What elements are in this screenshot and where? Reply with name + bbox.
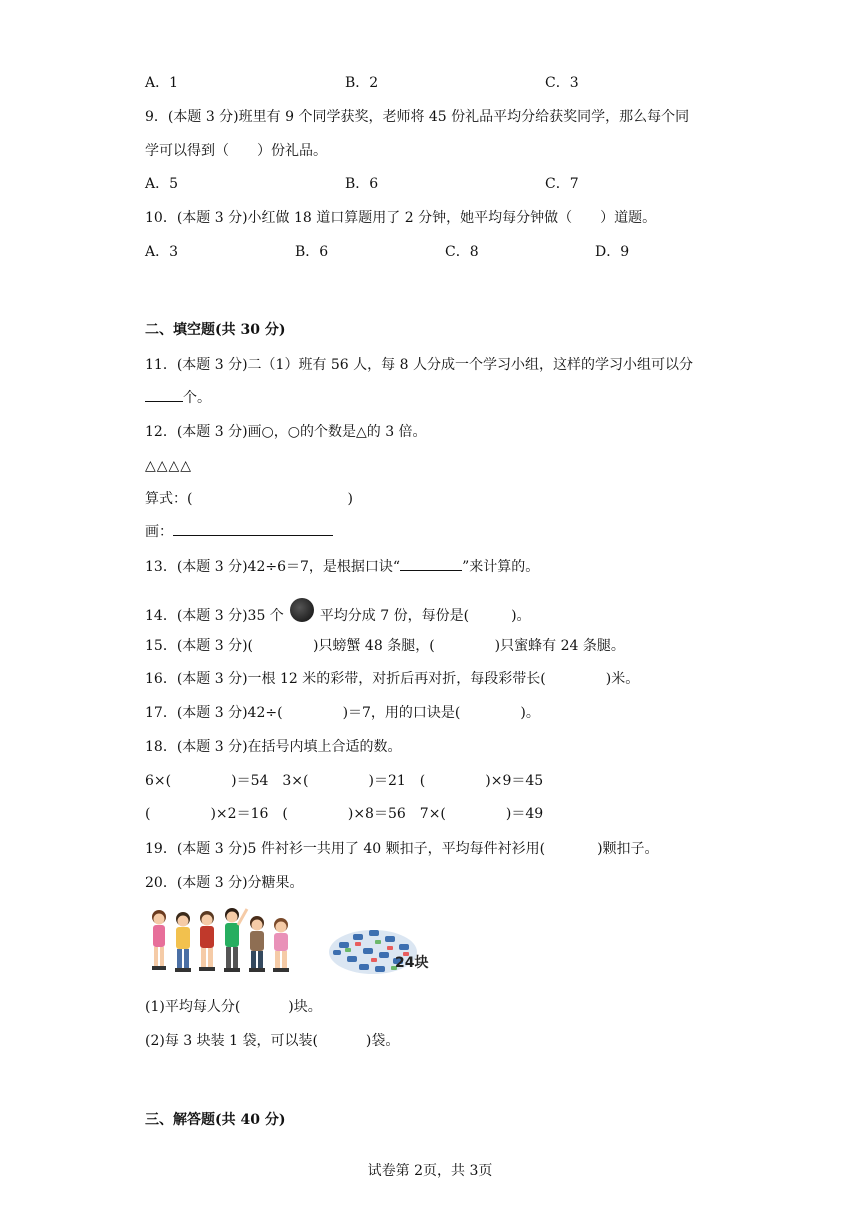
q19-text xyxy=(145,839,659,859)
q12-text: 12．(本题 3 分)画○，○的个数是△的 3 倍。 xyxy=(145,424,427,440)
page-footer: 试卷第 2页，共 3页 xyxy=(367,1163,493,1179)
q12-formula-row xyxy=(145,489,353,509)
q9-option-a: A．5 xyxy=(145,176,179,192)
q18-text: 18．(本题 3 分)在括号内填上合适的数。 xyxy=(145,739,402,755)
q18-eq4-right: )×2＝16 xyxy=(210,806,269,822)
ball-icon xyxy=(290,598,314,622)
q16-tail: )米。 xyxy=(605,671,640,687)
child-4 xyxy=(224,908,247,972)
q18-eq3-left: ( xyxy=(419,773,426,789)
q12-triangles: △△△△ xyxy=(145,458,193,474)
child-2 xyxy=(175,912,191,972)
q9-text-line1: 9．(本题 3 分)班里有 9 个同学获奖，老师将 45 份礼品平均分给获奖同学，那么每个同 xyxy=(145,109,690,125)
q15-head: 15．(本题 3 分)( xyxy=(145,638,254,654)
q13-tail: ”来计算的。 xyxy=(462,559,540,575)
q10-option-b: B．6 xyxy=(295,244,329,260)
q11-line2 xyxy=(145,388,211,408)
q18-eq1-right: )＝54 xyxy=(231,773,269,789)
q14-tail: 平均分成 7 份，每份是( )。 xyxy=(319,608,531,624)
child-3 xyxy=(199,911,215,971)
q17-head: 17．(本题 3 分)42÷( xyxy=(145,705,283,721)
q8-option-c: C．3 xyxy=(545,75,579,91)
children-illustration xyxy=(145,903,295,981)
q20-text: 20．(本题 3 分)分糖果。 xyxy=(145,875,304,891)
q16-head: 16．(本题 3 分)一根 12 米的彩带，对折后再对折，每段彩带长( xyxy=(145,671,546,687)
q18-row-1 xyxy=(145,771,543,791)
child-6 xyxy=(273,918,289,972)
q13-text xyxy=(145,557,539,577)
child-5 xyxy=(249,916,265,972)
q18-eq5-right: )×8＝56 xyxy=(347,806,406,822)
q20-sub2-tail: )袋。 xyxy=(365,1033,400,1049)
q18-eq3-right: )×9＝45 xyxy=(485,773,544,789)
q18-eq6-right: )＝49 xyxy=(505,806,544,822)
q16-text xyxy=(145,669,639,689)
q18-eq6-left: 7×( xyxy=(419,806,446,822)
q20-sub1-tail: )块。 xyxy=(288,999,322,1015)
q12-formula-close: ) xyxy=(347,491,353,507)
q10-text: 10．(本题 3 分)小红做 18 道口算题用了 2 分钟，她平均每分钟做（ ）道题。 xyxy=(145,210,657,226)
q18-row-2 xyxy=(145,804,543,824)
q9-option-c: C．7 xyxy=(545,176,579,192)
section-3-heading: 三、解答题(共 40 分) xyxy=(145,1112,286,1128)
q13-head: 13．(本题 3 分)42÷6＝7，是根据口诀“ xyxy=(145,559,401,575)
q15-text xyxy=(145,636,625,656)
q18-eq1-left: 6×( xyxy=(145,773,172,789)
q12-draw-row xyxy=(145,522,333,542)
child-1 xyxy=(152,910,166,970)
q12-draw-blank[interactable] xyxy=(173,535,333,536)
q9-text-line2: 学可以得到（ ）份礼品。 xyxy=(145,143,327,159)
q12-draw-label: 画： xyxy=(145,524,173,540)
q19-head: 19．(本题 3 分)5 件衬衫一共用了 40 颗扣子，平均每件衬衫用( xyxy=(145,841,546,857)
q15-mid: )只螃蟹 48 条腿，( xyxy=(313,638,435,654)
q17-text xyxy=(145,703,540,723)
q14-text xyxy=(145,604,531,628)
candy-pile xyxy=(325,912,445,982)
q20-sub1-head: (1)平均每人分( xyxy=(145,999,241,1015)
q13-blank[interactable] xyxy=(400,570,462,571)
q15-tail: )只蜜蜂有 24 条腿。 xyxy=(494,638,625,654)
q11-tail: 个。 xyxy=(183,390,211,406)
candy-count-label: 24块 xyxy=(395,955,429,971)
q14-head: 14．(本题 3 分)35 个 xyxy=(145,608,284,624)
q20-sub2-head: (2)每 3 块装 1 袋，可以装( xyxy=(145,1033,318,1049)
q10-option-d: D．9 xyxy=(595,244,630,260)
q9-option-b: B．6 xyxy=(345,176,379,192)
q19-tail: )颗扣子。 xyxy=(597,841,659,857)
q18-eq2-right: )＝21 xyxy=(368,773,406,789)
q8-option-b: B．2 xyxy=(345,75,379,91)
q8-option-a: A．1 xyxy=(145,75,179,91)
q20-sub1 xyxy=(145,997,322,1017)
q18-eq4-left: ( xyxy=(145,806,151,822)
q17-tail: )。 xyxy=(520,705,540,721)
q20-sub2 xyxy=(145,1031,399,1051)
q12-formula-label: 算式：( xyxy=(145,491,193,507)
q18-eq2-left: 3×( xyxy=(282,773,309,789)
section-2-heading: 二、填空题(共 30 分) xyxy=(145,322,286,338)
q11-text: 11．(本题 3 分)二（1）班有 56 人，每 8 人分成一个学习小组，这样的学习小组可以分 xyxy=(145,357,693,373)
q17-mid: )＝7，用的口诀是( xyxy=(342,705,461,721)
q18-eq5-left: ( xyxy=(282,806,288,822)
q11-blank[interactable] xyxy=(145,401,183,402)
q10-option-a: A．3 xyxy=(145,244,179,260)
q10-option-c: C．8 xyxy=(445,244,479,260)
